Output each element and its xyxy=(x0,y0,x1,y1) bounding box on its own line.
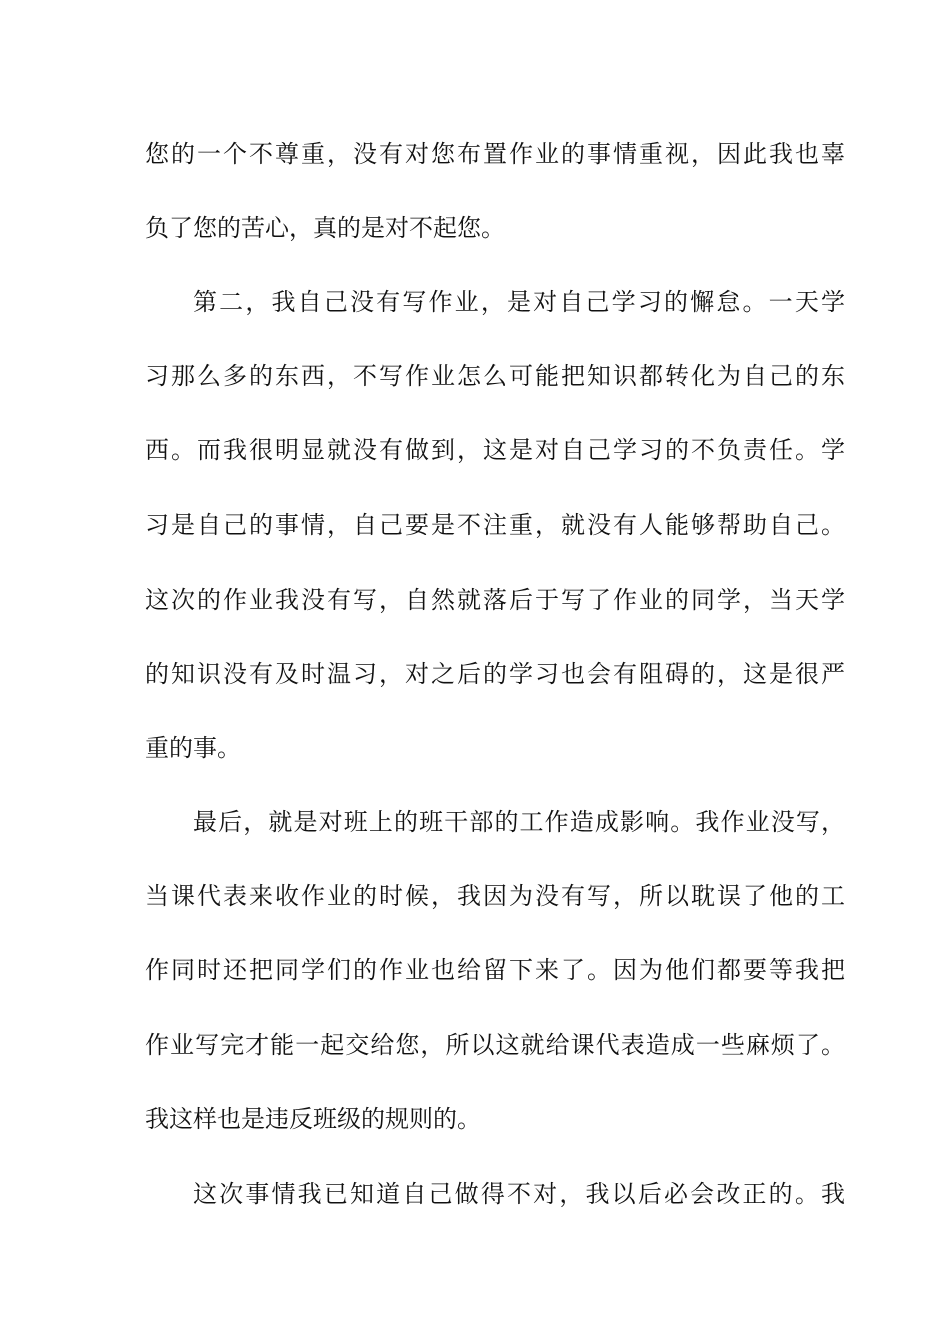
text-line: 习那么多的东西，不写作业怎么可能把知识都转化为自己的东 xyxy=(145,362,845,390)
text-line: 西。而我很明显就没有做到，这是对自己学习的不负责任。学 xyxy=(145,436,845,464)
text-line: 当课代表来收作业的时候，我因为没有写，所以耽误了他的工 xyxy=(145,882,845,910)
text-line: 您的一个不尊重，没有对您布置作业的事情重视，因此我也辜 xyxy=(145,140,845,168)
text-line: 这次的作业我没有写，自然就落后于写了作业的同学，当天学 xyxy=(145,586,845,614)
text-line: 习是自己的事情，自己要是不注重，就没有人能够帮助自己。 xyxy=(145,511,845,539)
text-line: 这次事情我已知道自己做得不对，我以后必会改正的。我 xyxy=(193,1180,845,1208)
text-line: 的知识没有及时温习，对之后的学习也会有阻碍的，这是很严 xyxy=(145,660,845,688)
text-line: 作业写完才能一起交给您，所以这就给课代表造成一些麻烦了。 xyxy=(145,1031,845,1059)
text-line: 第二，我自己没有写作业，是对自己学习的懈怠。一天学 xyxy=(193,288,845,316)
text-line: 最后，就是对班上的班干部的工作造成影响。我作业没写， xyxy=(193,808,845,836)
text-line: 重的事。 xyxy=(145,734,241,762)
text-line: 作同时还把同学们的作业也给留下来了。因为他们都要等我把 xyxy=(145,956,845,984)
text-line: 负了您的苦心，真的是对不起您。 xyxy=(145,214,505,242)
text-line: 我这样也是违反班级的规则的。 xyxy=(145,1105,481,1133)
